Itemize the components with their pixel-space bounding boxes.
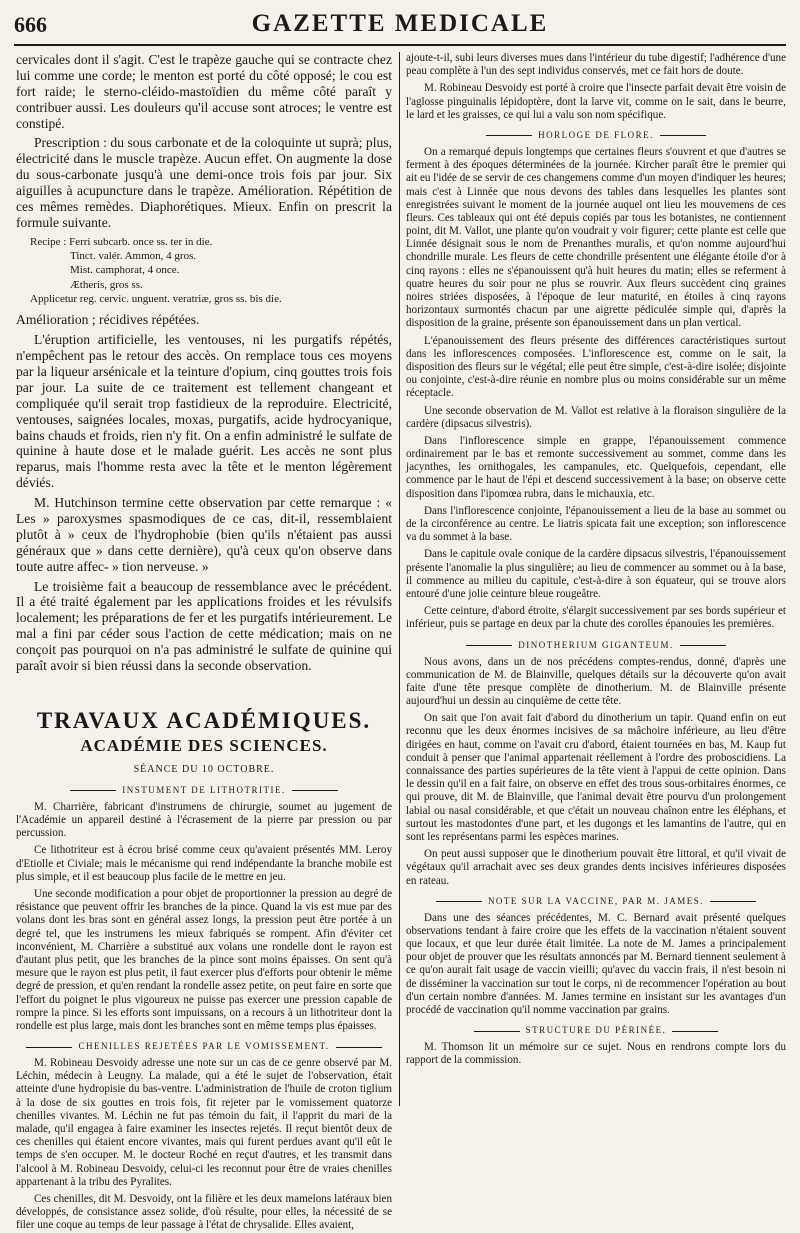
session-date: SÉANCE DU 10 OCTOBRE. [133,763,275,775]
article-heading: DINOTHERIUM GIGANTEUM. [406,640,786,650]
paragraph: Nous avons, dans un de nos précédens comptes-rendus, donné, d'après une communication de M. de Blainville, quelques détails sur la découverte qu'on avait faite d'une tête presque complète de dinotherium. M. de Blainville présente aujourd'hui un dessin au cinquième de cette tête. [406,655,786,708]
paragraph: On a remarqué depuis longtemps que certaines fleurs s'ouvrent et que d'autres se ferment à des époques déterminées de la journée. Kircher paraît être le premier qui ait eu l'idée de se servir de ces changemens comme d'un moyen d'indiquer les heures; mais c'est à Linnée que nous devons des tables dans lesquelles les plantes sont enregistrées suivant le moment de la journée auquel ont lieu les mouvemens de ces fleurs. Ces tableaux qui ont été depuis copiés par tous les botanistes, ne contiennent point, dit M. Vallot, une plante qu'on voudrait y voir figurer; cette plante est celle que Linnée désignait sous le nom de Prenanthes muralis, et qu'on nomme aujourd'hui chondrille murale. Les fleurs de cette chondrille présentent une élégante étoile d'or à cinq rayons : elles ne s'épanouissent qu'à huit heures du matin; elles se referment à quatre heures du soir pour ne plus se rouvrir. Aux fleurs succèdent cinq graines noires striées disposées, à l'époque de leur maturité, en étoiles à cinq rayons horizontaux surmontés chacun par une aigrette pédiculée simple qui, d'après la disposition de la graine, présente son épanouissement dans un plan vertical. [406,145,786,330]
right-column [406,52,786,1110]
section-subtitle: ACADÉMIE DES SCIENCES. [80,735,328,755]
article-heading: HORLOGE DE FLORE. [406,130,786,140]
paragraph: L'éruption artificielle, les ventouses, ni les purgatifs répétés, n'empêchent pas le retour des accès. On remplace tous ces moyens par la liqueur arsénicale et la teinture d'opium, cinq gouttes trois fois par jour. La suite de ce traitement est tellement changeant et compliquée qu'il serait trop fastidieux de la reproduire. Electricité, ventouses, saignées locales, moxas, purgatifs, acide hydrocyanique, bains chauds et froids, rien n'y fit. On a enfin administré le sulfate de quinine à haute dose et le malade guérit. Les accès ne sont plus reparus, mais l'homme resta avec la tête et le menton légèrement déviés. [16,332,392,491]
paragraph: Une seconde observation de M. Vallot est relative à la floraison singulière de la cardère (dipsacus silvestris). [406,404,786,430]
paragraph: Dans l'inflorescence conjointe, l'épanouissement a lieu de la base au sommet ou de la circonférence au centre. Le liatris spicata fait une exception; son inflorescence va du sommet à la base. [406,504,786,544]
recipe-line: Mist. camphorat, 4 once. [70,264,180,277]
section-title: TRAVAUX ACADÉMIQUES. [36,707,372,733]
paragraph: Ces chenilles, dit M. Desvoidy, ont la filière et les deux mamelons latéraux bien développés, de consistance assez solide, d'où résulte, pour elles, la nécessité de se filer une coque au temps de leur passage à l'état de chrysalide. Elles avaient, [16,1192,392,1232]
paragraph: M. Hutchinson termine cette observation par cette remarque : « Les » paroxysmes spasmodiques de ce cas, dit-il, ressemblaient plutôt à » ceux de l'hydrophobie (bien qu'ils n'étaient pas aussi généraux que » dans cette dernière), qu'à ceux qu'on observe dans toute autre affec- » tion nerveuse. » [16,495,392,574]
publication-title: GAZETTE MEDICALE [251,10,549,37]
paragraph: On peut aussi supposer que le dinotherium pouvait être littoral, et qu'il vivait de végétaux qu'il arrachait avec ses deux grandes dents incisives inférieures disposées en rateau. [406,848,786,887]
recipe-line: Ætheris, gros ss. [70,278,143,291]
paragraph: L'épanouissement des fleurs présente des différences caractéristiques surtout dans les inflorescences composées. L'inflorescence est, comme on le sait, la disposition des fleurs sur le végétal; elle peut être simple, c'est-à-dire isolée; disjointe ou conjointe, c'est-à-dire réunie en nombre plus ou moins considérable sur un même réceptacle. [406,334,786,400]
paragraph: On sait que l'on avait fait d'abord du dinotherium un tapir. Quand enfin on eut reconnu que les deux énormes incisives de sa mâchoire inférieure, au lieu d'être dirigées en haut, comme on l'avait cru d'abord, étaient tournées en bas, M. Kaup fut conduit à penser que l'animal appartenait réellement à l'ordre des proboscidiens. La connaissance des parties supérieures de la tête vient à l'appui de cette opinion. Dans le dessin qu'il en a fait faire, on observe en effet des trous sous-orbitaires énormes, ce qui prouve, dit M. de Blainville, que l'animal devait être pourvu d'un prolongement labial ou nasal considérable, et que c'était un nouveau chaînon entre les éléphans, et surtout les mastodontes d'une part, et les dugongs et les lamantins de l'autre, qui en sont les représentans parmi les espèces marines. [406,712,786,843]
article-heading: CHENILLES REJETÉES PAR LE VOMISSEMENT. [16,1041,392,1051]
article-heading: STRUCTURE DU PÉRINÉE. [406,1025,786,1035]
paragraph: Une seconde modification a pour objet de proportionner la pression au degré de résistance que peuvent offrir les branches de la pince. Quand la vis est mue par des volans dont les bras sont en général assez longs, la pression peut être portée à un degré tel, que les instrumens les mieux fabriqués se rompent. Afin d'éviter cet inconvénient, M. Charrière a substitué aux volans une rondelle dont le rayon est d'autant plus petit, que les branches de la pince sont moins épaisses. On sent qu'à mesure que le rayon est plus petit, il faut exercer plus d'efforts pour obtenir le même degré de pression, et qu'en rendant la rondelle assez petite, on peut faire en sorte que l'effort du poignet le plus vigoureux ne puisse pas exercer une pression capable de rompre la pince. Si les efforts sont impuissans, on a recours à un lithotriteur dont la rondelle est plus large, mais dont les branches sont en même temps plus épaisses. [16,888,392,1032]
paragraph: Amélioration ; récidives répétées. [16,312,200,328]
paragraph: ajoute-t-il, subi leurs diverses mues dans l'intérieur du tube digestif; l'adhérence d'une peau complète à l'un des sept individus conservés, met ce fait hors de doute. [406,52,786,78]
paragraph: Dans une des séances précédentes, M. C. Bernard avait présenté quelques observations tendant à faire croire que les effets de la vaccination n'étaient souvent que locaux, et que leur durée était limitée. La note de M. James a principalement pour objet de prouver que les résultats annoncés par M. Bernard tiennent seulement à ce qu'on aurait fait usage de vaccin vieilli; qu'avec du vaccin frais, il n'est besoin ni de disséminer la vaccination sur tout le corps, ni de recommencer l'opération au bout d'un certain nombre d'années. M. James termine en insistant sur les avantages d'un procédé de vaccination qu'il nomme vaccination par grains. [406,911,786,1016]
paragraph: M. Charrière, fabricant d'instrumens de chirurgie, soumet au jugement de l'Académie un appareil destiné à l'écrasement de la pierre par pression ou par percussion. [16,800,392,840]
column-divider [399,52,400,1106]
recipe-line: Recipe : Ferri subcarb. once ss. ter in die. [30,235,213,248]
recipe-line: Applicetur reg. cervic. unguent. veratriæ, gros ss. bis die. [30,292,282,305]
paragraph: Le troisième fait a beaucoup de ressemblance avec le précédent. Il a été traité également par les applications froides et les révulsifs localement; les préparations de fer et les purgatifs intérieurement. Le mal a fini par céder sous l'action de cette médication; mais on ne conçoit pas pourquoi on n'a pas administré le sulfate de quinine qui paraît avoir si bien réussi dans la seconde observation. [16,578,392,673]
article-heading: INSTUMENT DE LITHOTRITIE. [16,785,392,795]
page-header [14,10,786,46]
paragraph: Cette ceinture, d'abord étroite, s'élargit successivement par ses bords supérieur et inférieur, puis se partage en deux par la chute des corolles épanouies les premières. [406,605,786,631]
paragraph: Ce lithotriteur est à écrou brisé comme ceux qu'avaient présentés MM. Leroy d'Etiolle et Civiale; mais le mécanisme qui rend indépendante la branche mobile est plus simple, et il est beaucoup plus facile de le mettre en jeu. [16,844,392,883]
article-heading: NOTE SUR LA VACCINE, PAR M. JAMES. [406,896,786,906]
left-column [16,52,392,1232]
paragraph: cervicales dont il s'agit. C'est le trapèze gauche qui se contracte chez lui comme une corde; le menton est porté du côté opposé; le cou est fort raide; le sterno-cléido-mastoïdien du même côté paraît y contribuer aussi. Les douleurs qu'il accuse sont atroces; le ventre est constipé. [16,52,392,131]
paragraph: M. Robineau Desvoidy adresse une note sur un cas de ce genre observé par M. Léchin, médecin à Leugny. La malade, qui a été le sujet de l'observation, était atteinte d'une hydropisie du bas-ventre. L'administration de l'huile de croton tiglium à la dose de six gouttes en trois fois, fit rejeter par le vomissement quatorze chenilles vivantes. M. Léchin ne fut pas témoin du fait, il l'apprit du mari de la malade, qu'il engagea à faire examiner les insectes rejetés. Il reçut bientôt deux de ces chenilles qui étaient encore vivantes, mais qui furent perdues avant qu'il eût le temps de s'en occuper. M. le docteur Roché en reçut d'autres, et les transmit dans l'alcool à M. Robineau Desvoidy, celui-ci les reconnut pour être de vraies chenilles appartenant à la tribu des Pyralites. [16,1057,392,1188]
recipe-line: Tinct. valér. Ammon, 4 gros. [70,250,197,263]
paragraph: M. Robineau Desvoidy est porté à croire que l'insecte parfait devait être voisin de l'aglosse pinguinalis lépidoptère, dont la larve vit, comme on le sait, dans le beurre, le lard et les graisses, ce qui lui a valu son nom spécifique. [406,82,786,121]
paragraph: Dans le capitule ovale conique de la cardère dipsacus silvestris, l'épanouissement présente l'anomalie la plus singulière; au lieu de commencer au sommet ou à la base, il commence au milieu du capitule, c'est-à-dire à son équateur, qui se trouve alors entouré d'une jolie ceinture bleue rougeâtre. [406,548,786,600]
paragraph: Dans l'inflorescence simple en grappe, l'épanouissement commence ordinairement par le bas et remonte successivement au sommet, comme dans les jacynthes, les ornithogales, les campanules, etc. Quelquefois, cependant, elle commence par le haut de l'épi et descend successivement à la base; on observe cette disposition dans l'ipomœa rubra, dans le michauxia, etc. [406,434,786,500]
page-number: 666 [14,12,47,37]
prescription-formula [30,235,392,306]
paragraph: M. Thomson lit un mémoire sur ce sujet. Nous en rendrons compte lors du rapport de la commission. [406,1041,786,1067]
paragraph: Prescription : du sous carbonate et de la coloquinte ut suprà; plus, électricité dans le muscle trapèze. Aucun effet. On augmente la dose du sous-carbonate jusqu'à une demi-once trois fois par jour. Six aiguilles à acupuncture dans le trapèze. Amélioration. Répétition de ces mêmes remèdes. Diaphorétiques. Mieux. Enfin on prescrit la formule suivante. [16,135,392,230]
